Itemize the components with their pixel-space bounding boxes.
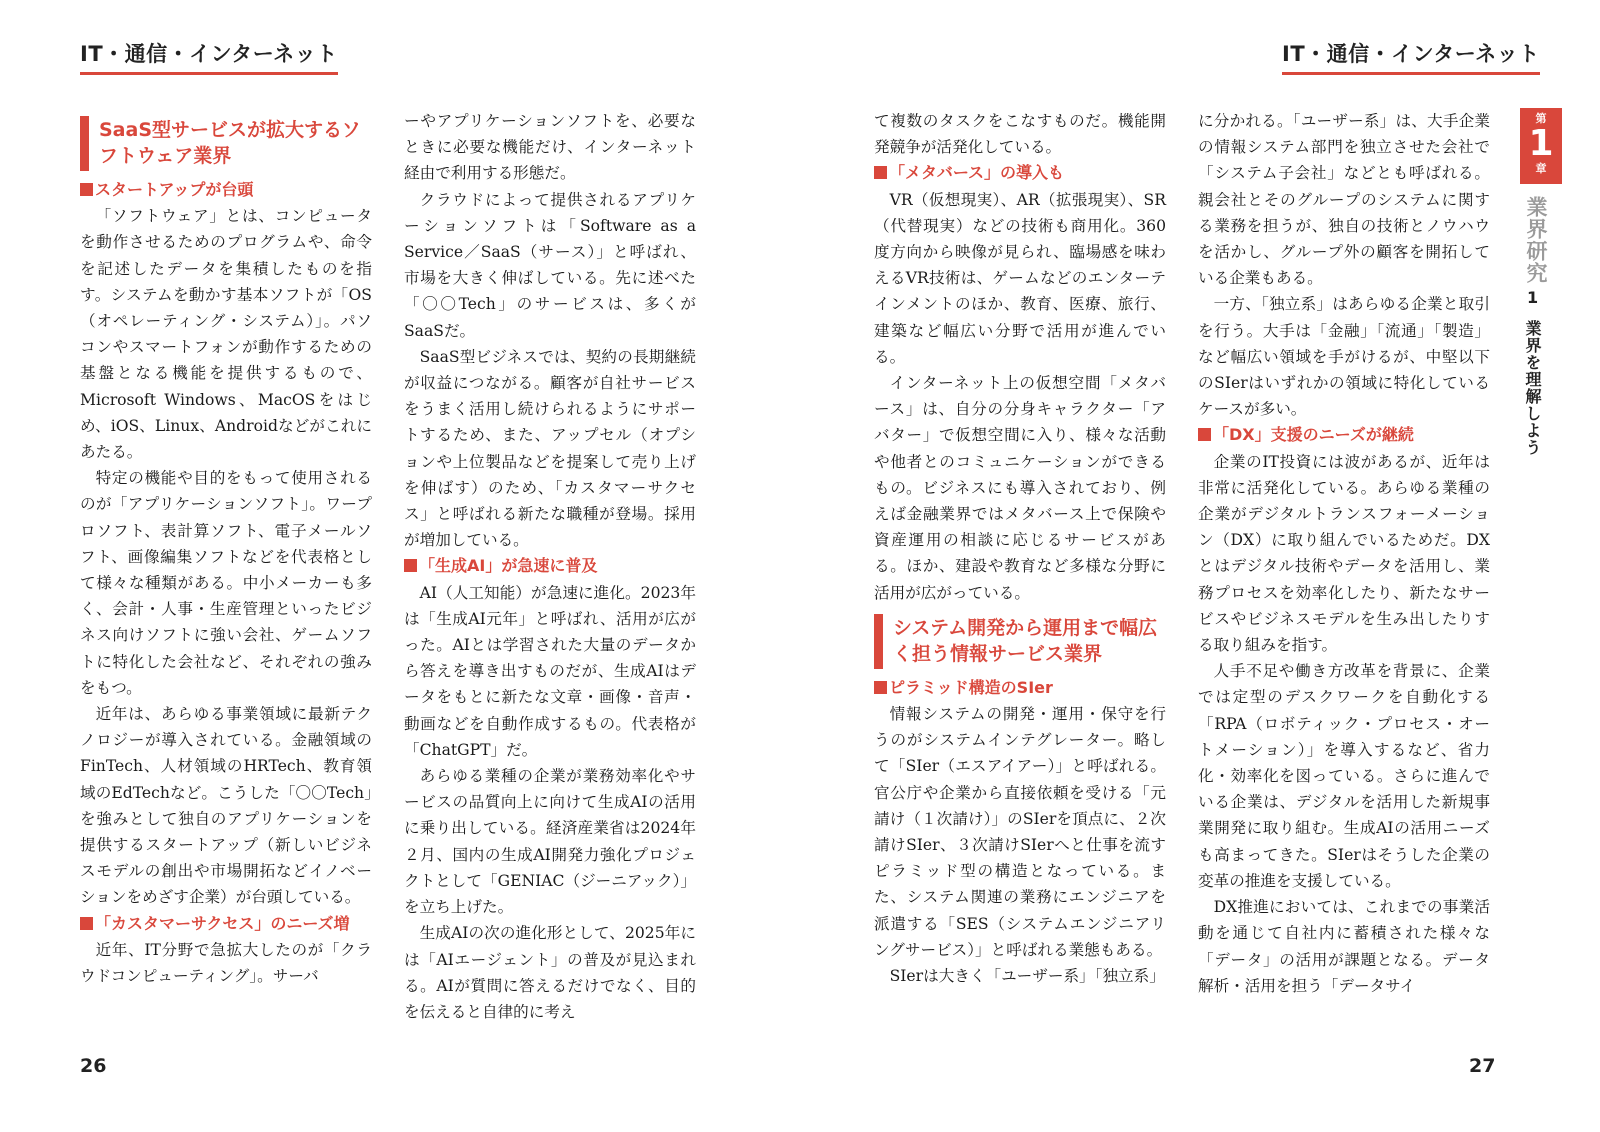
subheading: ピラミッド構造のSIer: [874, 675, 1166, 701]
page-number: 27: [1469, 1055, 1496, 1077]
paragraph: 生成AIの次の進化形として、2025年には「AIエージェント」の普及が見込まれる。AIが質問に答えるだけでなく、目的を伝えると自律的に考え: [404, 924, 696, 1021]
square-bullet-icon: [80, 183, 93, 196]
subheading: 「メタバース」の導入も: [874, 160, 1166, 186]
chapter-subsection-title: 業界を理解しよう: [1523, 320, 1542, 456]
running-head: IT・通信・インターネット: [80, 38, 338, 75]
paragraph: 近年、IT分野で急拡大したのが「クラウドコンピューティング」。サーバ: [80, 940, 372, 986]
subheading: 「カスタマーサクセス」のニーズ増: [80, 911, 372, 937]
paragraph: インターネット上の仮想空間「メタバース」は、自分の分身キャラクター「アバター」で仮想空間に入り、様々な活動や他者とのコミュニケーションができるもの。ビジネスにも導入されており、例えば金融業界ではメタバース上で保険や資産運用の相談に応じるサービスがある。ほか、建設や教育など多様な分野に活用が広がっている。: [874, 374, 1166, 602]
paragraph: 企業のIT投資には波があるが、近年は非常に活発化している。あらゆる業種の企業がデジタルトランスフォーメーション（DX）に取り組んでいるためだ。DXとはデジタル技術やデータを活用し、業務プロセスを効率化したり、新たなサービスやビジネスモデルを生み出したりする取り組みを指す。: [1198, 452, 1490, 655]
chapter-tab: 第 1 章: [1520, 108, 1562, 184]
paragraph: 一方、「独立系」はあらゆる企業と取引を行う。大手は「金融」「流通」「製造」など幅広い領域を手がけるが、中堅以下のSIerはいずれかの領域に特化しているケースが多い。: [1198, 295, 1490, 419]
subheading: 「DX」支援のニーズが継続: [1198, 422, 1490, 448]
page-number: 26: [80, 1055, 107, 1077]
paragraph: 特定の機能や目的をもって使用されるのが「アプリケーションソフト」。ワープロソフト、表計算ソフト、電子メールソフト、画像編集ソフトなどを代表格として様々な種類がある。中小メーカーも多く、会計・人事・生産管理といったビジネス向けソフトに強い会社、ゲームソフトに特化した会社など、それぞれの強みをもつ。: [80, 469, 372, 697]
chapter-number: 1: [1528, 123, 1554, 164]
paragraph: 「ソフトウェア」とは、コンピュータを動作させるためのプログラムや、命令を記述したデータを集積したものを指す。システムを動かす基本ソフトが「OS（オペレーティング・システム）」。パソコンやスマートフォンが動作するための基盤となる機能を提供するもので、Microsoft Windows、MacOSをはじめ、iOS、Linux、Androidなどがこれにあたる。: [80, 207, 372, 462]
paragraph: に分かれる。「ユーザー系」は、大手企業の情報システム部門を独立させた会社で「システム子会社」などとも呼ばれる。親会社とそのグループのシステムに関する業務を担うが、独自の技術とノウハウを活かし、グループ外の顧客を開拓している企業もある。: [1198, 112, 1490, 288]
chapter-section-label: 業界研究: [1524, 196, 1548, 284]
paragraph: クラウドによって提供されるアプリケーションソフトは「Software as a Service／SaaS（サース）」と呼ばれ、市場を大きく伸ばしている。先に述べた「〇〇Tech」のサービスは、多くがSaaSだ。: [404, 190, 696, 340]
paragraph: VR（仮想現実）、AR（拡張現実）、SR（代替現実）などの技術も商用化。360度方向から映像が見られ、臨場感を味わえるVR技術は、ゲームなどのエンターテインメントのほか、教育、医療、旅行、建築など幅広い分野で活用が進んでいる。: [874, 190, 1166, 366]
paragraph: SaaS型ビジネスでは、契約の長期継続が収益につながる。顧客が自社サービスをうまく活用し続けられるようにサポートするため、また、アップセル（オプションや上位製品などを提案して売り上げを伸ばす）のため、「カスタマーサクセス」と呼ばれる新たな職種が登場。採用が増加している。: [404, 347, 696, 550]
paragraph: AI（人工知能）が急速に進化。2023年は「生成AI元年」と呼ばれ、活用が広がった。AIとは学習された大量のデータから答えを導き出すものだが、生成AIはデータをもとに新たな文章・画像・音声・動画などを自動作成するもの。代表格が「ChatGPT」だ。: [404, 583, 696, 759]
section-heading: SaaS型サービスが拡大するソフトウェア業界: [80, 116, 372, 171]
square-bullet-icon: [1198, 428, 1211, 441]
chapter-subsection-number: 1: [1527, 288, 1539, 307]
column-2: [1198, 108, 1490, 999]
paragraph: あらゆる業種の企業が業務効率化やサービスの品質向上に向けて生成AIの活用に乗り出している。経済産業省は2024年２月、国内の生成AI開発力強化プロジェクトとして「GENIAC（ジーニアック）」を立ち上げた。: [404, 767, 696, 917]
paragraph: SIerは大きく「ユーザー系」「独立系」: [889, 967, 1165, 986]
right-page: [800, 0, 1600, 1132]
running-head: IT・通信・インターネット: [1282, 38, 1540, 75]
paragraph: ーやアプリケーションソフトを、必要なときに必要な機能だけ、インターネット経由で利用する形態だ。: [404, 112, 696, 183]
paragraph: DX推進においては、これまでの事業活動を通じて自社内に蓄積された様々な「データ」の活用が課題となる。データ解析・活用を担う「データサイ: [1198, 898, 1490, 995]
square-bullet-icon: [874, 681, 887, 694]
paragraph: 近年は、あらゆる事業領域に最新テクノロジーが導入されている。金融領域のFinTech、人材領域のHRTech、教育領域のEdTechなど。こうした「〇〇Tech」を強みとして独自のアプリケーションを提供するスタートアップ（新しいビジネスモデルの創出や市場開拓などイノベーションをめざす企業）が台頭している。: [80, 705, 372, 907]
column-1: [874, 108, 1166, 989]
subheading: 「生成AI」が急速に普及: [404, 553, 696, 579]
square-bullet-icon: [874, 166, 887, 179]
square-bullet-icon: [404, 559, 417, 572]
paragraph: 人手不足や働き方改革を背景に、企業では定型のデスクワークを自動化する「RPA（ロボティック・プロセス・オートメーション）」を導入するなど、省力化・効率化を図っている。さらに進んでいる企業は、デジタルを活用した新規事業開発に取り組む。生成AIの活用ニーズも高まってきた。SIerはそうした企業の変革の推進を支援している。: [1198, 662, 1490, 890]
column-1: [80, 108, 372, 989]
column-2: [404, 108, 696, 1025]
section-heading: システム開発から運用まで幅広く担う情報サービス業界: [874, 614, 1166, 669]
paragraph: 情報システムの開発・運用・保守を行うのがシステムインテグレーター。略して「SIer（エスアイアー）」と呼ばれる。官公庁や企業から直接依頼を受ける「元請け（１次請け）」のSIerを頂点に、２次請けSIer、３次請けSIerへと仕事を流すピラミッド型の構造となっている。また、システム関連の業務にエンジニアを派遣する「SES（システムエンジニアリングサービス）」と呼ばれる業態もある。: [874, 705, 1166, 959]
subheading: スタートアップが台頭: [80, 177, 372, 203]
square-bullet-icon: [80, 917, 93, 930]
paragraph: て複数のタスクをこなすものだ。機能開発競争が活発化している。: [874, 112, 1166, 157]
